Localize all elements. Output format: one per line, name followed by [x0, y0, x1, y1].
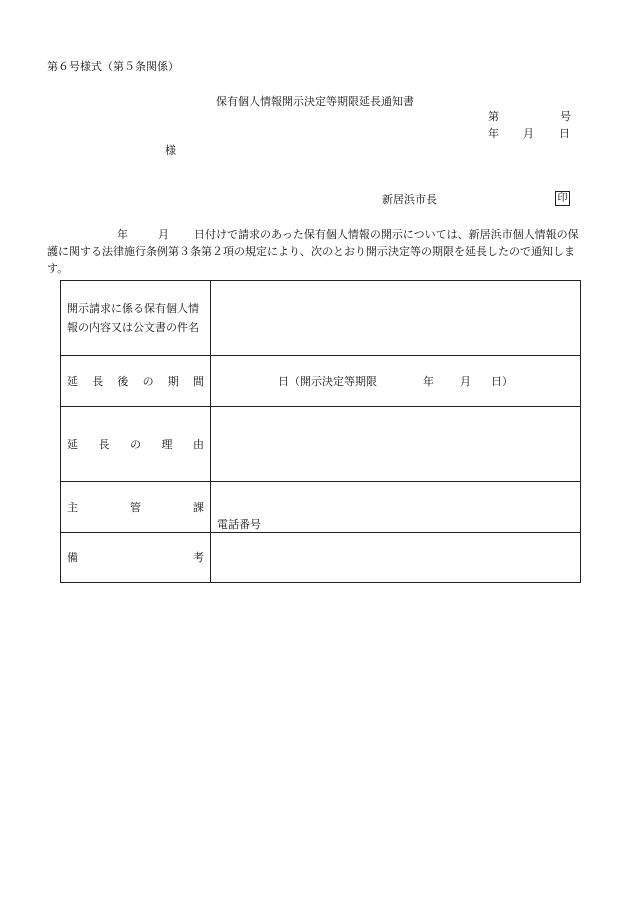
table-row	[61, 533, 581, 583]
period-day: 日（開示決定等期限	[278, 374, 377, 388]
row-remarks-label	[61, 533, 211, 583]
row-subject-value[interactable]	[211, 281, 581, 356]
row-department-value[interactable]	[211, 482, 581, 533]
label-char: 延	[67, 437, 78, 451]
label-char: 由	[193, 437, 204, 451]
period-year: 年	[423, 374, 434, 388]
document-title: 保有個人情報開示決定等期限延長通知書	[216, 95, 414, 108]
label-char: の	[130, 437, 141, 451]
row-subject-label	[61, 281, 211, 356]
label-char: 備	[67, 551, 78, 564]
label-char: 長	[92, 374, 104, 388]
reason-label-text	[67, 439, 204, 450]
row-period-label	[61, 356, 211, 407]
label-char: 間	[192, 374, 204, 388]
date-year-label: 年	[488, 127, 499, 140]
date-month-label: 月	[523, 127, 534, 140]
remarks-label-text	[67, 552, 204, 563]
date-day-label: 日	[559, 127, 570, 140]
phone-label: 電話番号	[217, 518, 261, 531]
row-remarks-value[interactable]	[211, 533, 581, 583]
row-reason-label	[61, 407, 211, 482]
label-char: 後	[117, 374, 129, 388]
department-label-text	[67, 502, 204, 513]
label-char: 主	[67, 500, 78, 514]
table-row	[61, 407, 581, 482]
period-close: 日）	[491, 374, 513, 388]
period-value-text	[211, 376, 580, 387]
label-char: 長	[98, 437, 110, 451]
table-row	[61, 356, 581, 407]
period-month: 月	[460, 374, 471, 388]
period-label-text	[67, 376, 204, 387]
form-id: 第６号様式（第５条関係）	[47, 60, 179, 73]
notice-body	[47, 226, 585, 277]
label-char: 課	[193, 500, 204, 514]
label-char: 管	[130, 500, 141, 514]
body-month-label: 月	[158, 228, 169, 241]
table-row	[61, 482, 581, 533]
seal-mark: 印	[555, 191, 570, 206]
row-department-label	[61, 482, 211, 533]
body-text: 日付けで請求のあった保有個人情報の開示については、新居浜市個人情報の保護に関する法律施行条例第３条第２項の規定により、次のとおり開示決定等の期限を延長したので通知します。	[47, 228, 579, 275]
table-row	[61, 281, 581, 356]
extension-table	[60, 280, 581, 583]
subject-label-text: 開示請求に係る保有個人情報の内容又は公文書の件名	[67, 302, 199, 334]
label-char: 延	[67, 374, 78, 388]
addressee-suffix: 様	[165, 144, 176, 157]
label-char: 理	[161, 437, 173, 451]
body-year-label: 年	[117, 228, 128, 241]
row-reason-value[interactable]	[211, 407, 581, 482]
number-suffix: 号	[560, 110, 571, 123]
sender-name: 新居浜市長	[382, 193, 437, 206]
label-char: の	[142, 374, 154, 388]
label-char: 期	[167, 374, 179, 388]
row-period-value[interactable]	[211, 356, 581, 407]
number-prefix: 第	[488, 110, 499, 123]
label-char: 考	[193, 551, 204, 564]
